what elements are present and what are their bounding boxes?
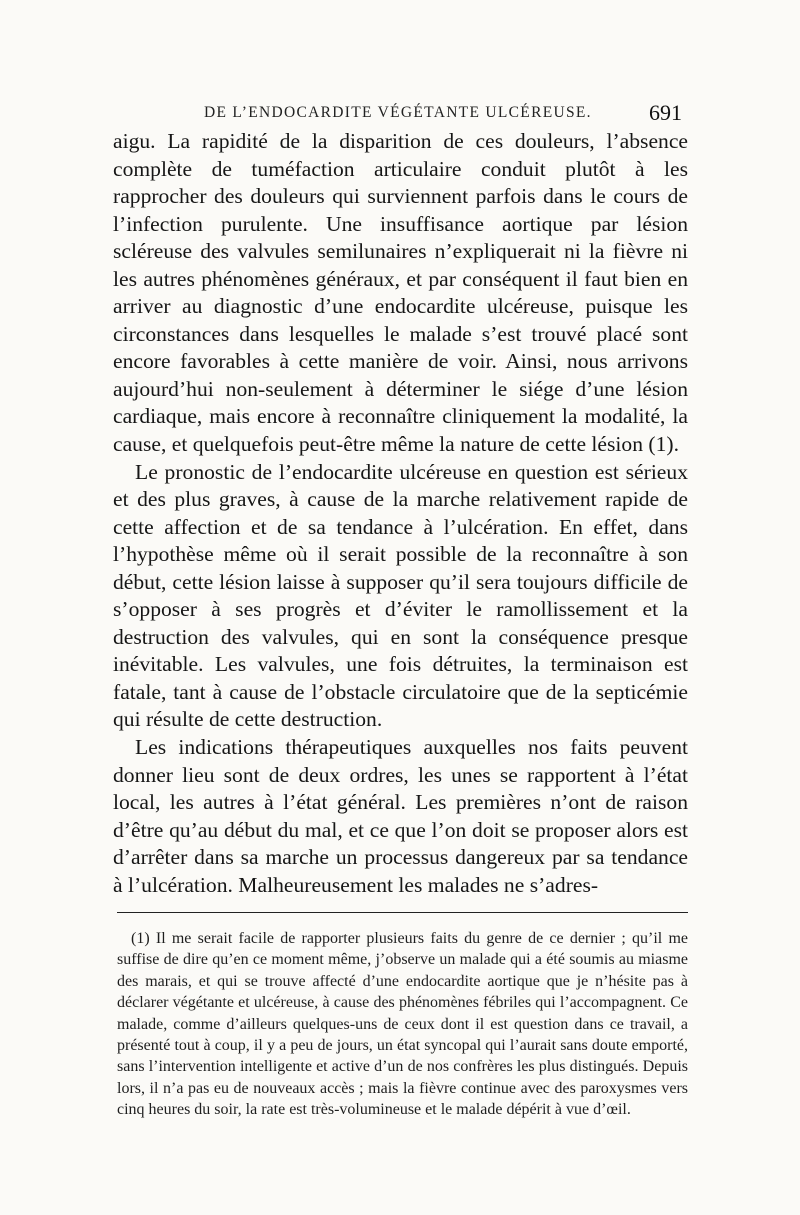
footnote-text: (1) Il me serait facile de rapporter plusieurs faits du genre de ce dernier ; qu’il me suffise de dire qu’en ce moment même, j’observe un malade qui a été soumis au miasme des marais, et qui se trouve affecté d’une endocardite aortique que je n’hésite pas à déclarer végétante et ulcéreuse, à cause des phénomènes fébriles qui l’accompagnent. Ce malade, comme d’ailleurs quelques-uns de ceux dont il est question dans ce travail, a présenté tout à coup, il y a peu de jours, un état syncopal qui l’aurait sans doute emporté, sans l’intervention intelligente et active d’un de nos confrères les plus distingués. Depuis lors, il n’a pas eu de nouveaux accès ; mais la fièvre continue avec des paroxysmes vers cinq heures du soir, la rate est très-volumineuse et le malade dépérit à vue d’œil.	[117, 930, 688, 1119]
running-head	[114, 100, 684, 126]
paragraph-therapeutic-indications: Les indications thérapeutiques auxquelles nos faits peuvent donner lieu sont de deux ordres, les unes se rapportent à l’état local, les autres à l’état général. Les premières n’ont de raison d’être qu’au début du mal, et ce que l’on doit se proposer alors est d’arrêter dans sa marche un processus dangereux par sa tendance à l’ulcération. Malheureusement les malades ne s’adres-	[113, 735, 688, 897]
footnote	[117, 928, 688, 1121]
paragraph-prognosis: Le pronostic de l’endocardite ulcéreuse en question est sérieux et des plus graves, à cause de la marche relativement rapide de cette affection et de sa tendance à l’ulcération. En effet, dans l’hypothèse même où il serait possible de la reconnaître à son début, cette lésion laisse à supposer qu’il sera toujours difficile de s’opposer à ses progrès et d’éviter le ramollissement et la destruction des valvules, qui en sont la conséquence presque inévitable. Les valvules, une fois détruites, la terminaison est fatale, tant à cause de l’obstacle circulatoire que de la septicémie qui résulte de cette destruction.	[113, 459, 688, 732]
page-number: 691	[649, 100, 682, 125]
main-text	[113, 128, 688, 899]
running-title: DE L’ENDOCARDITE VÉGÉTANTE ULCÉREUSE.	[204, 104, 592, 121]
paragraph-continuation: aigu. La rapidité de la disparition de ces douleurs, l’absence complète de tuméfaction articulaire conduit plutôt à les rapprocher des douleurs qui surviennent parfois dans le cours de l’infection purulente. Une insuffisance aortique par lésion scléreuse des valvules semilunaires n’expliquerait ni la fièvre ni les autres phénomènes généraux, et par conséquent il faut bien en arriver au diagnostic d’une endocardite ulcéreuse, puisque les circonstances dans lesquelles le malade s’est trouvé placé sont encore favorables à cette manière de voir. Ainsi, nous arrivons aujourd’hui non-seulement à déterminer le siége d’une lésion cardiaque, mais encore à reconnaître cliniquement la modalité, la cause, et quelquefois peut-être même la nature de cette lésion (1).	[113, 129, 688, 457]
footnote-divider	[117, 912, 688, 913]
